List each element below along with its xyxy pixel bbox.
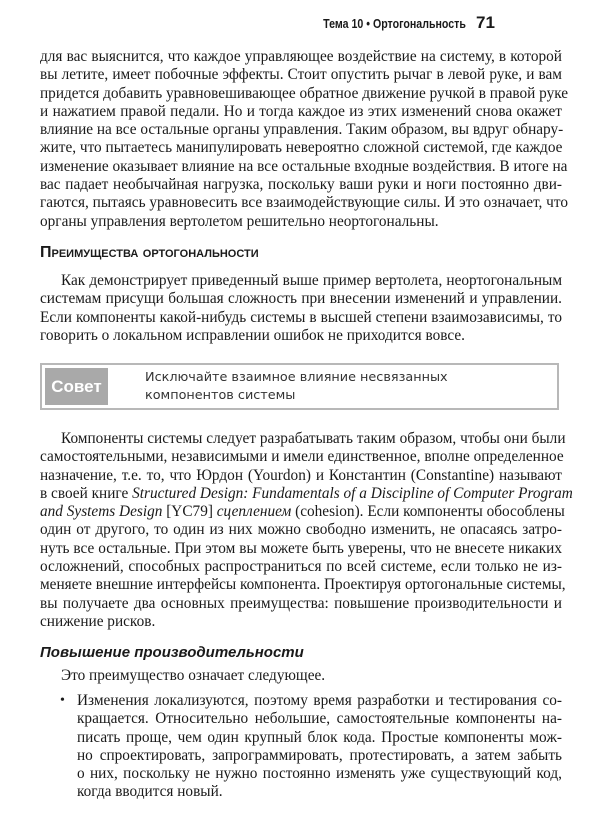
text-segment: (cohesion). Если компоненты обособлены — [291, 503, 565, 521]
text-line: гаются, пытаясь уравновесить все взаимодействующие силы. И это означает, что — [40, 194, 568, 212]
paragraph-1 — [40, 48, 569, 231]
text-line: вас падает необычайная нагрузка, поскольку ваши руки и ноги постоянно дви- — [40, 176, 562, 194]
subheading: Повышение производительности — [40, 644, 304, 661]
text-line: кращается. Относительно небольшие, самостоятельные компоненты на- — [77, 710, 562, 728]
section-heading — [40, 244, 259, 262]
tip-label: Совет 17 — [45, 368, 108, 405]
italic-text: and Systems Design — [40, 503, 163, 521]
text-line: изменение оказывает влияние на все остальные входные воздействия. В итоге на — [40, 157, 568, 175]
tip-text-line: Исключайте взаимное влияние несвязанных — [145, 370, 448, 385]
bullet-item — [77, 692, 562, 802]
text-line: Изменения локализуются, поэтому время разработки и тестирования со- — [77, 692, 562, 709]
text-segment: назначение, т.е. то, что Юрдон (Yourdon) и Константин (Constantine) называют — [40, 466, 562, 484]
text-segment: в своей книге — [40, 484, 133, 502]
tip-box — [40, 363, 559, 433]
text-segment: нуть все остальные. При этом вы можете быть уверены, что не внесете никаких — [40, 539, 562, 557]
text-line — [40, 448, 562, 466]
text-line: говорить о локальном исправлении ошибок не приходится вовсе. — [40, 326, 465, 344]
paragraph-4 — [61, 667, 461, 685]
text-line: органы управления вертолетом решительно неортогональны. — [40, 212, 439, 230]
running-header: Тема 10 • Ортогональность — [323, 17, 466, 31]
text-line: но спроектировать, запрограммировать, протестировать, а затем забыть — [77, 746, 562, 764]
text-line: Как демонстрирует приведенный выше пример вертолета, неортогональным — [61, 272, 562, 289]
text-line: жите, что пытаетесь манипулировать невероятно сложной системой, где каждое — [40, 139, 563, 157]
text-line: вы летите, имеет побочные эффекты. Стоит опустить рычаг в левой руке, и вам — [40, 66, 562, 84]
text-line: когда вводится новый. — [77, 783, 223, 801]
text-line: системам присущи большая сложность при внесении изменений и управлении. — [40, 290, 562, 308]
text-line: и нажатием правой педали. Но и тогда каждое из этих изменений снова окажет — [40, 102, 562, 120]
page-number: 71 — [476, 13, 495, 32]
text-segment: самостоятельными, независимыми и имели единственное, вполне определенное — [40, 448, 564, 466]
text-line: Если компоненты какой-нибудь системы в высшей степени взаимозависимы, то — [40, 308, 562, 326]
text-segment: осложнений, способных распространиться по всей системе, если только не из- — [40, 558, 562, 576]
italic-text: Structured Design: Fundamentals of a Discipline of Computer Program — [132, 484, 573, 502]
italic-text: сцеплением — [216, 503, 292, 521]
text-line — [40, 521, 562, 539]
text-line — [40, 613, 562, 631]
text-line: придется добавить уравновешивающее обратное движение ручкой в правой руке — [40, 84, 569, 102]
text-line: для вас выяснится, что каждое управляющее воздействие на систему, в которой — [40, 48, 562, 65]
text-segment: вы получаете два основных преимущества: повышение производительности и — [40, 594, 562, 612]
text-line — [40, 540, 562, 558]
text-segment: [YC79] — [162, 503, 217, 521]
paragraph-2 — [40, 272, 562, 345]
tip-text — [145, 369, 448, 405]
text-line: влияние на все остальные органы управления. Таким образом, вы вдруг обнару- — [40, 121, 564, 139]
section-heading-text: Преимущества ортогональности — [40, 244, 259, 261]
text-line — [40, 484, 573, 503]
text-line — [40, 595, 562, 613]
text-line — [40, 576, 566, 594]
text-line: о них, поскольку не нужно постоянно изменять уже существующий код, — [77, 765, 562, 783]
paragraph-3 — [40, 430, 573, 631]
tip-text-line: компонентов системы — [145, 388, 296, 403]
text-segment: один от другого, то один из них можно свободно изменить, не опасаясь затро- — [40, 521, 562, 539]
text-line — [40, 558, 562, 576]
text-line — [40, 430, 566, 448]
text-segment: Компоненты системы следует разрабатывать таким образом, чтобы они были — [61, 430, 566, 447]
text-line: Это преимущество означает следующее. — [61, 667, 326, 684]
text-line — [40, 467, 562, 485]
text-line: писать проще, чем один крупный блок кода. Простые компоненты мож- — [77, 728, 562, 746]
text-segment: снижение рисков. — [40, 612, 156, 630]
text-line — [40, 503, 565, 521]
bullet-icon: • — [60, 693, 65, 708]
text-segment: меняете внешние интерфейсы компонента. Проектируя ортогональные системы, — [40, 576, 566, 594]
